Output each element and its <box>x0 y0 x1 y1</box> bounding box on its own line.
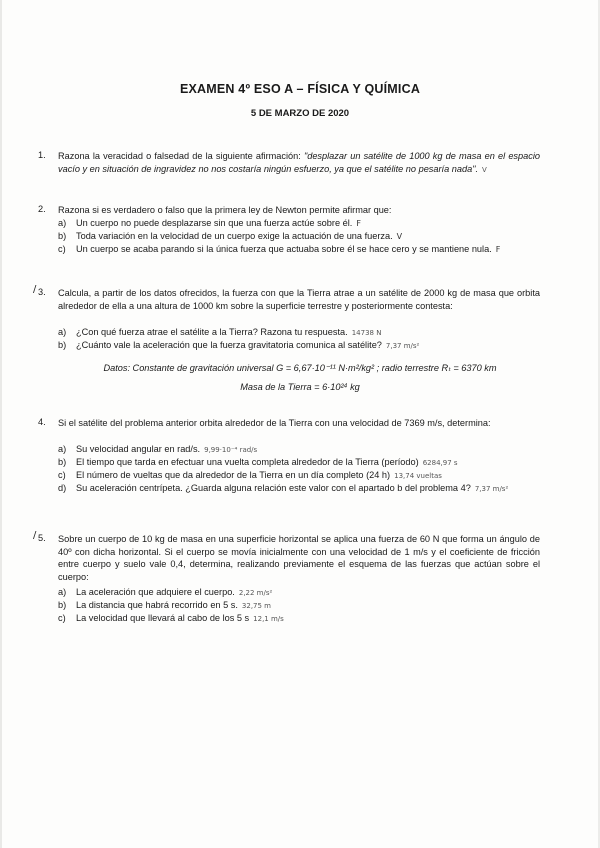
q3-item-b-label: b) <box>58 340 67 350</box>
q4-item-b-label: b) <box>58 457 67 467</box>
q4-item-d-label: d) <box>58 483 67 493</box>
q4-item-d-mark: 7,37 m/s² <box>474 485 509 493</box>
q2-item-c-text: Un cuerpo se acaba parando si la única fuerza que actuaba sobre él se hace cero y se mantiene nula. <box>76 244 492 254</box>
q4-text: Si el satélite del problema anterior orbita alrededor de la Tierra con una velocidad de 7369 m/s, determina: <box>58 418 491 428</box>
q4-item-a <box>58 443 257 457</box>
exam-title: EXAMEN 4º ESO A – FÍSICA Y QUÍMICA <box>179 82 421 96</box>
q3-strike-mark: / <box>33 284 37 295</box>
q4-item-b-mark: 6284,97 s <box>422 459 458 467</box>
q3-item-a-mark: 14738 N <box>351 329 382 337</box>
q5-item-b-mark: 32,75 m <box>241 602 271 610</box>
q2-item-b-text: Toda variación en la velocidad de un cuerpo exige la actuación de una fuerza. <box>76 231 393 241</box>
q2-item-b-label: b) <box>58 231 67 241</box>
q4-item-c-label: c) <box>58 470 66 480</box>
q1-quote: "desplazar un satélite de 1000 kg de masa en el espacio vacío y en situación de ingravidez no nos costaría ningún esfuerzo, ya que el satélite no pesaría nada". <box>58 151 540 174</box>
q2-item-a-label: a) <box>58 218 67 228</box>
q5-number: 5. <box>38 533 46 543</box>
q3-number: 3. <box>38 287 46 297</box>
q4-number: 4. <box>38 417 46 427</box>
q3-item-b <box>58 339 419 353</box>
q1-text <box>58 150 540 176</box>
q2-text: Razona si es verdadero o falso que la primera ley de Newton permite afirmar que: <box>58 205 392 215</box>
q5-item-a-text: La aceleración que adquiere el cuerpo. <box>76 587 235 597</box>
q1-number: 1. <box>38 150 46 160</box>
q2-number: 2. <box>38 204 46 214</box>
q4-item-d <box>58 482 508 496</box>
q1-intro: Razona la veracidad o falsedad de la siguiente afirmación: <box>58 151 304 161</box>
q4-item-a-mark: 9,99·10⁻⁴ rad/s <box>204 446 258 454</box>
exam-date: 5 DE MARZO DE 2020 <box>250 108 350 119</box>
q4-item-c-mark: 13,74 vueltas <box>394 472 442 480</box>
q5-item-a <box>58 586 272 600</box>
q4-item-a-label: a) <box>58 444 67 454</box>
q5-item-c-label: c) <box>58 613 66 623</box>
q2-item-b-mark: V <box>396 232 403 241</box>
q1-handwritten-mark: V <box>482 165 487 174</box>
q3-datos-line2: Masa de la Tierra = 6·10²⁴ kg <box>240 382 360 392</box>
q3-item-a-text: ¿Con qué fuerza atrae el satélite a la Tierra? Razona tu respuesta. <box>76 327 348 337</box>
q2-item-a-mark: F <box>356 219 361 228</box>
q4-item-a-text: Su velocidad angular en rad/s. <box>76 444 201 454</box>
q4-item-d-text: Su aceleración centrípeta. ¿Guarda alguna relación este valor con el apartado b del problema 4? <box>76 483 471 493</box>
q5-strike-mark: / <box>33 530 37 541</box>
q5-item-b <box>58 599 271 613</box>
scan-edge-left <box>0 0 2 848</box>
q3-text: Calcula, a partir de los datos ofrecidos, la fuerza con que la Tierra atrae a un satélite de 2000 kg de masa que orbita alrededor de ella a una altura de 1000 km sobre la superficie terrestre y posteriormente contesta: <box>58 288 540 311</box>
q5-item-b-label: b) <box>58 600 67 610</box>
q2-item-b <box>58 230 402 244</box>
q2-item-a-text: Un cuerpo no puede desplazarse sin que una fuerza actúe sobre él. <box>76 218 353 228</box>
q2-item-c <box>58 243 500 257</box>
q5-item-c-text: La velocidad que llevará al cabo de los 5 s <box>76 613 250 623</box>
q5-item-c <box>58 612 284 626</box>
q5-item-c-mark: 12,1 m/s <box>253 615 284 623</box>
q3-item-b-text: ¿Cuánto vale la aceleración que la fuerza gravitatoria comunica al satélite? <box>76 340 382 350</box>
q5-item-a-mark: 2,22 m/s² <box>238 589 273 597</box>
q4-item-c-text: El número de vueltas que da alrededor de la Tierra en un día completo (24 h) <box>76 470 391 480</box>
q5-item-a-label: a) <box>58 587 67 597</box>
q2-item-c-mark: F <box>495 245 501 254</box>
q3-item-a <box>58 326 381 340</box>
q3-item-b-mark: 7,37 m/s² <box>385 342 420 350</box>
q3-item-a-label: a) <box>58 327 67 337</box>
q4-item-b-text: El tiempo que tarda en efectuar una vuelta completa alrededor de la Tierra (período) <box>76 457 419 467</box>
q4-item-b <box>58 456 458 470</box>
q2-item-c-label: c) <box>58 244 66 254</box>
q5-text: Sobre un cuerpo de 10 kg de masa en una superficie horizontal se aplica una fuerza de 60 N que forma un ángulo de 40º con dicha horizontal. Si el cuerpo se movía inicialmente con una velocidad de 1 m/s y el coeficiente de fricción entre cuerpo y suelo vale 0,4, determina, realizando previamente el esquema de las fuerzas que actúan sobre el cuerpo: <box>58 534 540 582</box>
q3-datos-line1: Datos: Constante de gravitación universal G = 6,67·10⁻¹¹ N·m²/kg² ; radio terrestre Rₜ = 6370 km <box>103 363 497 373</box>
q2-item-a <box>58 217 361 231</box>
q5-item-b-text: La distancia que habrá recorrido en 5 s. <box>76 600 238 610</box>
q4-item-c <box>58 469 442 483</box>
